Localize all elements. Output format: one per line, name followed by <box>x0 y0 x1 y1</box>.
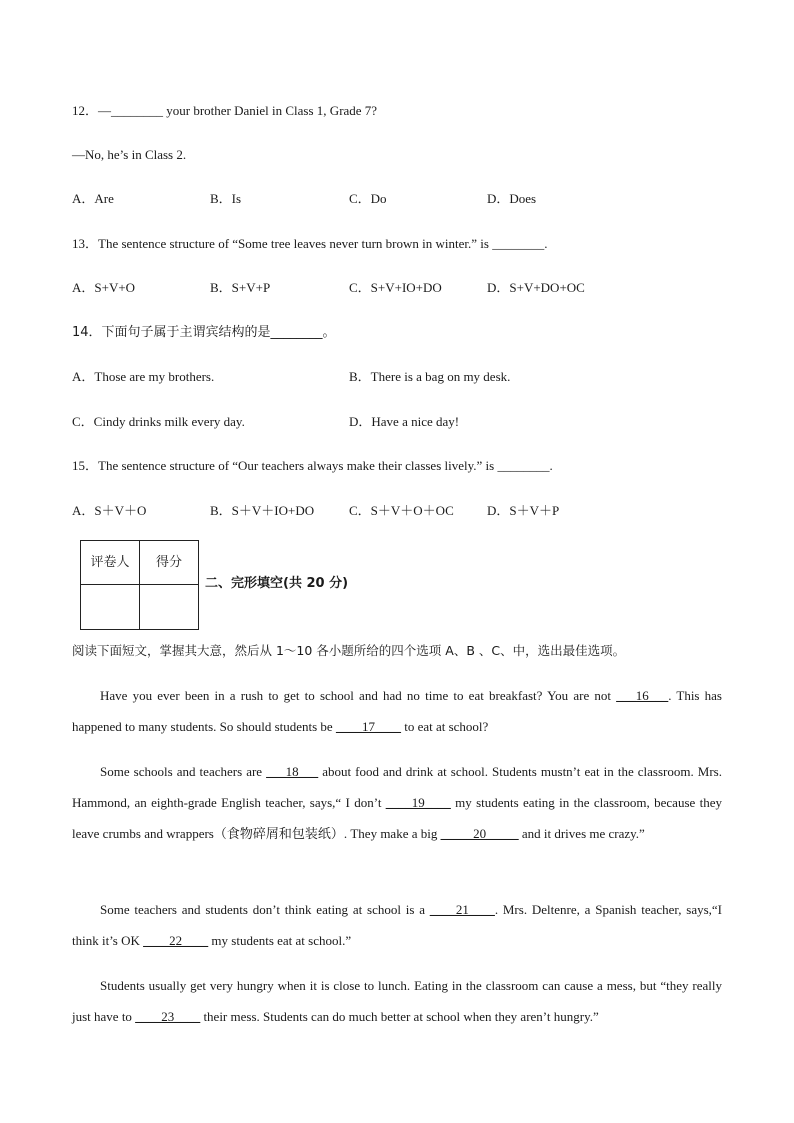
passage-paragraph-2 <box>72 756 722 849</box>
grader-label: 评卷人 <box>81 541 140 585</box>
blank-21: ____21____ <box>429 902 495 917</box>
q13-option-d: D．S+V+DO+OC <box>487 280 585 295</box>
question-13-stem: 13．The sentence structure of “Some tree leaves never turn brown in winter.” is ________. <box>72 236 548 251</box>
question-12-reply: —No, he’s in Class 2. <box>72 147 187 162</box>
q15-option-b: B．S＋V＋IO+DO <box>210 503 315 518</box>
q12-option-d: D．Does <box>487 191 537 206</box>
passage-text: Students usually get very hungry when it is close to lunch. Eating in the classroom can cause a mess, but “they really just have to <box>72 978 722 1024</box>
q15-option-a: A．S＋V＋O <box>72 503 147 518</box>
q14-option-a: A．Those are my brothers. <box>72 369 215 384</box>
score-label: 得分 <box>140 541 199 585</box>
q13-option-c: C．S+V+IO+DO <box>349 280 442 295</box>
passage-text: to eat at school? <box>400 719 489 734</box>
q13-option-a: A．S+V+O <box>72 280 136 295</box>
passage-text: . This has happened to many students. So should students be <box>72 688 722 734</box>
q12-option-a: A．Are <box>72 191 114 206</box>
passage-text: Some teachers and students don’t think eating at school is a <box>100 902 430 917</box>
passage-text: Some schools and teachers are <box>100 764 267 779</box>
passage-paragraph-1 <box>72 680 722 742</box>
q14-option-c: C．Cindy drinks milk every day. <box>72 414 245 429</box>
question-15-stem: 15．The sentence structure of “Our teachers always make their classes lively.” is ________. <box>72 458 553 473</box>
section-instruction: 阅读下面短文，掌握其大意，然后从 1～10 各小题所给的四个选项 A、B 、C、中，选出最佳选项。 <box>72 643 626 658</box>
blank-23: ____23____ <box>135 1009 201 1024</box>
passage-text: about food and drink at school. Students mustn’t eat in the classroom. Mrs. Hammond, an eighth-grade English teacher, says,“ I don’t <box>72 764 722 810</box>
section-title: 二、完形填空(共 20 分) <box>205 576 349 591</box>
passage-text: and it drives me crazy.” <box>518 826 645 841</box>
question-14-stem: 14．下面句子属于主谓宾结构的是________。 <box>72 325 336 340</box>
passage-text: my students eating in the classroom, because they leave crumbs and wrappers（食物碎屑和包装纸）. They make a big <box>72 795 723 841</box>
blank-18: ___18___ <box>266 764 319 779</box>
q15-option-d: D．S＋V＋P <box>487 503 560 518</box>
q15-option-c: C．S＋V＋O＋OC <box>349 503 454 518</box>
blank-16: ___16___ <box>616 688 669 703</box>
score-cell <box>140 585 199 630</box>
blank-19: ____19____ <box>385 795 451 810</box>
q12-option-b: B．Is <box>210 191 242 206</box>
passage-text: . Mrs. Deltenre, a Spanish teacher, says,“I think it’s OK <box>72 902 722 948</box>
passage-text: their mess. Students can do much better at school when they aren’t hungry.” <box>200 1009 599 1024</box>
q14-option-b: B．There is a bag on my desk. <box>349 369 511 384</box>
q14-option-d: D．Have a nice day! <box>349 414 460 429</box>
question-12-stem: 12．—________ your brother Daniel in Class 1, Grade 7? <box>72 103 378 118</box>
score-table <box>80 540 199 630</box>
passage-text: Have you ever been in a rush to get to school and had no time to eat breakfast? You are not <box>100 688 617 703</box>
q12-option-c: C．Do <box>349 191 387 206</box>
passage-text: my students eat at school.” <box>208 933 352 948</box>
blank-22: ____22____ <box>143 933 209 948</box>
blank-17: ____17____ <box>335 719 401 734</box>
grader-cell <box>81 585 140 630</box>
q13-option-b: B．S+V+P <box>210 280 271 295</box>
passage-paragraph-4 <box>72 970 722 1032</box>
blank-20: _____20_____ <box>440 826 519 841</box>
passage-paragraph-3 <box>72 894 722 956</box>
